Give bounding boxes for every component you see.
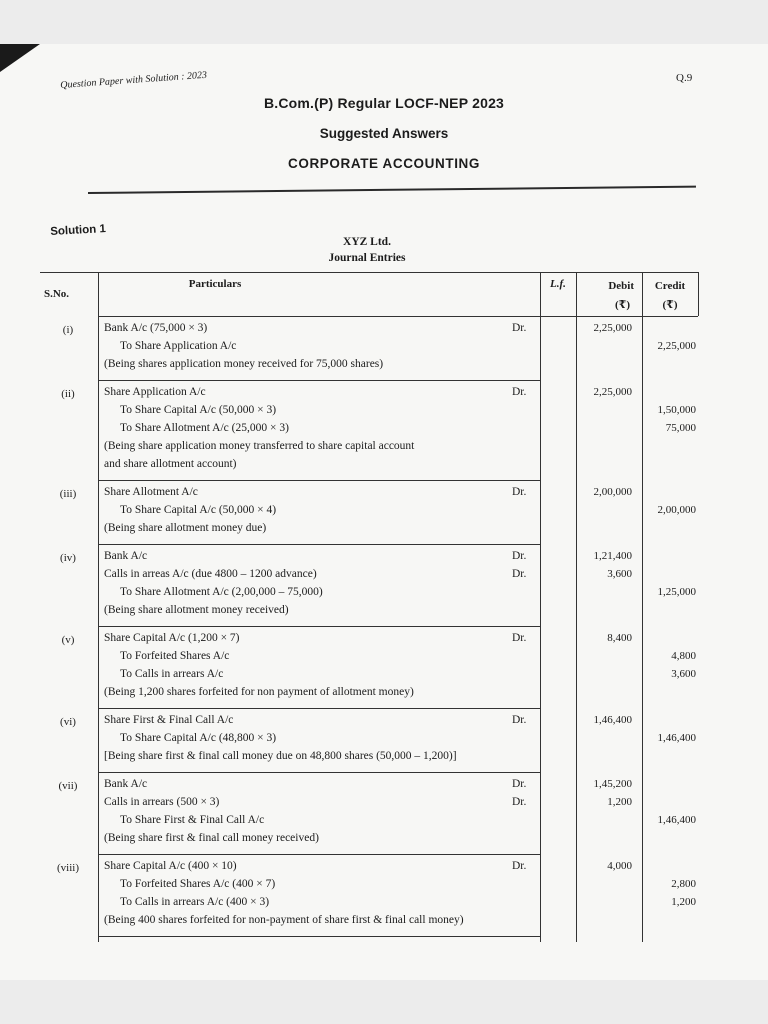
entry-debit: 2,25,000	[593, 386, 632, 398]
entry-particular: Calls in arrears (500 × 3)	[104, 796, 220, 808]
header-sno: S.No.	[44, 288, 70, 300]
entry-particular: To Share Capital A/c (48,800 × 3)	[120, 732, 277, 744]
entry-credit: 4,800	[671, 650, 696, 662]
entry-debit: 3,600	[607, 568, 632, 580]
entry-dr: Dr.	[512, 568, 527, 580]
entry-particular: (Being share allotment money received)	[104, 604, 289, 616]
entry-particular: To Forfeited Shares A/c (400 × 7)	[120, 878, 276, 890]
entry-separator	[98, 772, 540, 773]
column-border	[642, 272, 643, 942]
entry-particular: To Calls in arrears A/c (400 × 3)	[120, 896, 270, 908]
entry-particular: To Share Allotment A/c (2,00,000 – 75,000)	[120, 586, 323, 598]
header-credit: Credit	[654, 280, 686, 292]
entry-debit: 4,000	[607, 860, 632, 872]
entry-dr: Dr.	[512, 632, 527, 644]
entry-credit: 3,600	[671, 668, 696, 680]
entry-debit: 1,45,200	[593, 778, 632, 790]
entry-particular: (Being 1,200 shares forfeited for non payment of allotment money)	[104, 686, 414, 698]
entry-credit: 75,000	[665, 422, 696, 434]
entry-separator	[98, 380, 540, 381]
entry-dr: Dr.	[512, 860, 527, 872]
entry-sno: (v)	[61, 634, 75, 646]
entry-particular: (Being share application money transferred to share capital account	[104, 440, 415, 452]
entry-credit: 2,00,000	[657, 504, 696, 516]
entry-dr: Dr.	[512, 778, 527, 790]
entry-particular: Share Capital A/c (400 × 10)	[104, 860, 237, 872]
entry-credit: 1,25,000	[657, 586, 696, 598]
entry-sno: (viii)	[57, 862, 79, 874]
entry-sno: (vi)	[60, 716, 76, 728]
entry-dr: Dr.	[512, 322, 527, 334]
entry-particular: (Being share first & final call money received)	[104, 832, 319, 844]
entry-credit: 1,46,400	[657, 732, 696, 744]
entry-sno: (ii)	[61, 388, 75, 400]
entry-debit: 1,21,400	[593, 550, 632, 562]
header-debit: Debit	[608, 280, 634, 292]
entry-debit: 8,400	[607, 632, 632, 644]
entry-separator	[98, 544, 540, 545]
entry-separator	[98, 480, 540, 481]
page-corner-shadow	[0, 44, 40, 72]
entry-particular: To Forfeited Shares A/c	[120, 650, 230, 662]
entry-credit: 1,50,000	[657, 404, 696, 416]
entry-sno: (iii)	[59, 488, 77, 500]
column-border	[576, 272, 577, 942]
column-border	[540, 272, 541, 942]
table-right-border	[698, 272, 699, 316]
entry-separator	[98, 708, 540, 709]
entry-particular: To Share Capital A/c (50,000 × 4)	[120, 504, 277, 516]
entry-particular: Bank A/c	[104, 778, 148, 790]
entry-particular: (Being share allotment money due)	[104, 522, 267, 534]
entry-dr: Dr.	[512, 714, 527, 726]
entry-particular: To Calls in arrears A/c	[120, 668, 224, 680]
entry-particular: Calls in arreas A/c (due 4800 – 1200 advance)	[104, 568, 317, 580]
entry-dr: Dr.	[512, 386, 527, 398]
entry-particular: To Share Capital A/c (50,000 × 3)	[120, 404, 277, 416]
paper-title: B.Com.(P) Regular LOCF-NEP 2023	[263, 95, 505, 111]
entry-particular: [Being share first & final call money due on 48,800 shares (50,000 – 1,200)]	[104, 750, 457, 762]
header-lf: L.f.	[550, 278, 566, 290]
entry-particular: (Being 400 shares forfeited for non-payment of share first & final call money)	[104, 914, 464, 926]
entry-dr: Dr.	[512, 550, 527, 562]
entry-credit: 1,46,400	[657, 814, 696, 826]
header-credit-unit: (₹)	[662, 299, 678, 311]
entry-sno: (i)	[62, 324, 74, 336]
entry-debit: 2,25,000	[593, 322, 632, 334]
entry-particular: (Being shares application money received for 75,000 shares)	[104, 358, 384, 370]
running-header: Question Paper with Solution : 2023	[60, 69, 208, 91]
subject-title: CORPORATE ACCOUNTING	[288, 156, 480, 171]
entry-separator	[98, 854, 540, 855]
entry-particular: Bank A/c (75,000 × 3)	[104, 322, 208, 334]
entry-particular: Bank A/c	[104, 550, 148, 562]
entry-credit: 2,25,000	[657, 340, 696, 352]
table-top-border	[40, 272, 698, 273]
header-bottom-border	[98, 316, 698, 317]
entry-credit: 2,800	[671, 878, 696, 890]
journal-title: Journal Entries	[328, 252, 406, 264]
entry-dr: Dr.	[512, 796, 527, 808]
entry-particular: To Share Application A/c	[120, 340, 237, 352]
entry-particular: To Share First & Final Call A/c	[120, 814, 265, 826]
entry-separator	[98, 936, 540, 937]
header-debit-unit: (₹)	[615, 299, 630, 311]
column-border	[98, 272, 99, 942]
entry-debit: 1,200	[607, 796, 632, 808]
entry-particular: Share Allotment A/c	[104, 486, 198, 498]
header-particulars: Particulars	[188, 278, 242, 290]
entry-particular: Share Capital A/c (1,200 × 7)	[104, 632, 240, 644]
journal-table	[40, 272, 700, 926]
company-name: XYZ Ltd.	[343, 236, 391, 248]
entry-dr: Dr.	[512, 486, 527, 498]
entry-particular: and share allotment account)	[104, 458, 237, 470]
entry-debit: 2,00,000	[593, 486, 632, 498]
entry-credit: 1,200	[671, 896, 696, 908]
entry-sno: (vii)	[58, 780, 78, 792]
entry-particular: To Share Allotment A/c (25,000 × 3)	[120, 422, 289, 434]
solution-label: Solution 1	[50, 223, 107, 238]
entry-particular: Share Application A/c	[104, 386, 206, 398]
entry-particular: Share First & Final Call A/c	[104, 714, 234, 726]
entry-debit: 1,46,400	[593, 714, 632, 726]
question-number: Q.9	[676, 72, 693, 84]
paper-subtitle: Suggested Answers	[319, 126, 449, 141]
entry-separator	[98, 626, 540, 627]
entry-sno: (iv)	[60, 552, 76, 564]
